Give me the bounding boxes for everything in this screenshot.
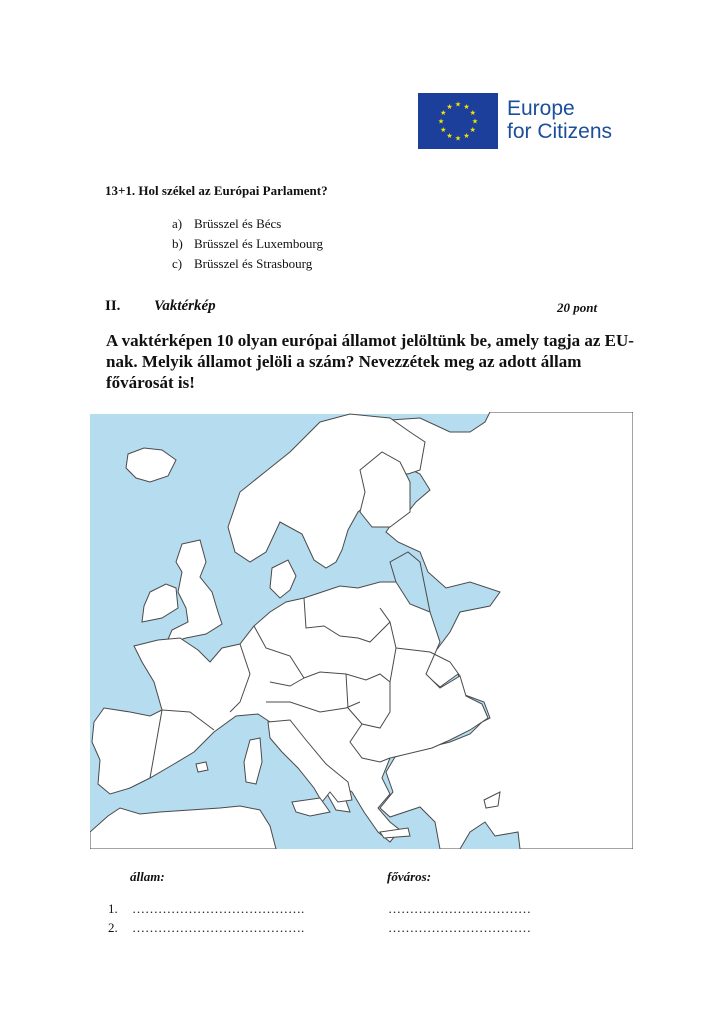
state-blank-field[interactable]: …………………………………. <box>132 901 305 916</box>
star-icon: ★ <box>454 134 462 143</box>
option-c <box>172 254 323 274</box>
answer-number: 1. <box>108 901 118 916</box>
logo-text <box>507 97 612 143</box>
logo-text-line1: Europe <box>507 97 575 120</box>
option-letter: b) <box>172 236 183 251</box>
logo-text-line2: for Citizens <box>507 120 613 143</box>
answer-number: 2. <box>108 920 118 935</box>
star-icon: ★ <box>446 132 453 141</box>
section-instructions: A vaktérképen 10 olyan európai államot jelöltünk be, amely tagja az EU-nak. Melyik államot jelöli a szám? Nevezzétek meg az adott állam fővárosát is! <box>106 331 634 392</box>
section-number: II. <box>105 298 121 314</box>
question-title: 13+1. Hol székel az Európai Parlament? <box>105 183 328 198</box>
eu-stars-icon <box>418 93 498 149</box>
capital-column-header: főváros: <box>387 869 432 884</box>
capital-blank-field[interactable]: …………………………… <box>388 920 531 935</box>
star-icon: ★ <box>440 109 447 117</box>
answer-row-1 <box>108 901 352 917</box>
land-balearic <box>196 762 208 772</box>
option-a <box>172 214 323 234</box>
answer-row-2 <box>108 920 352 936</box>
option-b <box>172 234 323 254</box>
eu-flag-icon <box>418 93 498 149</box>
star-icon: ★ <box>469 109 476 117</box>
option-letter: c) <box>172 256 183 271</box>
capital-blank-field[interactable]: …………………………… <box>388 901 531 916</box>
land-north-africa <box>90 806 276 849</box>
section-points: 20 pont <box>557 300 598 315</box>
star-icon: ★ <box>471 117 479 126</box>
star-icon: ★ <box>440 126 447 134</box>
star-icon: ★ <box>437 117 445 126</box>
option-letter: a) <box>172 216 183 231</box>
europe-blank-map <box>90 412 633 849</box>
option-text: Brüsszel és Bécs <box>194 216 282 231</box>
state-column-header: állam: <box>130 869 165 884</box>
section-title: Vaktérkép <box>154 298 216 314</box>
option-text: Brüsszel és Luxembourg <box>194 236 324 251</box>
option-text: Brüsszel és Strasbourg <box>194 256 313 271</box>
state-blank-field[interactable]: …………………………………. <box>132 920 305 935</box>
star-icon: ★ <box>463 132 470 141</box>
star-icon: ★ <box>454 100 462 109</box>
star-icon: ★ <box>469 126 476 134</box>
star-icon: ★ <box>463 102 470 111</box>
star-icon: ★ <box>446 102 453 111</box>
answer-options <box>172 214 323 274</box>
europe-for-citizens-logo <box>418 93 636 151</box>
